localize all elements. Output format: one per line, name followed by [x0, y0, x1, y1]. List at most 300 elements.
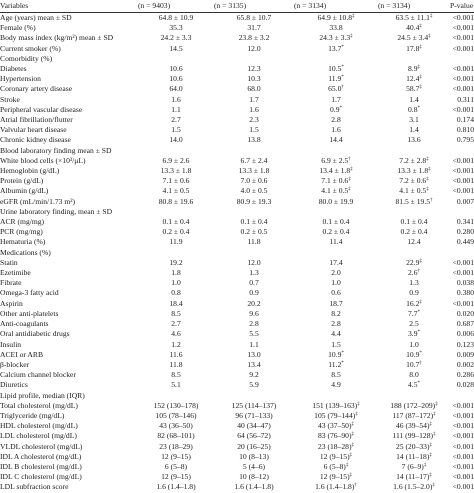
- row-label: β-blocker: [0, 359, 30, 369]
- table-row: [0, 329, 474, 339]
- value-cell: 18.7: [329, 298, 343, 308]
- value-cell: 7.2 ± 2.8‡: [399, 155, 429, 165]
- value-cell: 13.8: [247, 135, 261, 145]
- value-cell: 0.2 ± 0.4: [322, 227, 350, 237]
- p-value-cell: <0.001: [452, 431, 474, 441]
- value-cell: [378, 207, 450, 217]
- p-value-cell: <0.001: [452, 421, 474, 431]
- value-cell: [378, 248, 450, 258]
- value-cell: 4.1 ± 0.5‡: [399, 186, 429, 196]
- significance-marker: ‡: [357, 401, 360, 407]
- value-cell: [138, 391, 214, 401]
- value-cell: 4.9: [331, 380, 341, 390]
- row-label: Urine laboratory finding, mean ± SD: [0, 206, 113, 216]
- row-label: Other anti-platelets: [0, 308, 59, 318]
- value-cell: 2.8: [249, 319, 259, 329]
- value-cell: 1.5: [171, 125, 181, 135]
- value-cell: 24.2 ± 3.3: [160, 33, 192, 43]
- value-cell: [378, 146, 450, 156]
- header-group-3: (n = 3134): [294, 0, 327, 10]
- value-cell: 2.0: [331, 268, 341, 278]
- significance-marker: ‡: [348, 177, 351, 183]
- value-cell: [138, 248, 214, 258]
- value-cell: [294, 54, 378, 64]
- significance-marker: ‡: [419, 258, 422, 264]
- value-cell: 0.2 ± 0.5: [240, 227, 268, 237]
- value-cell: 82 (68–101): [157, 431, 195, 441]
- value-cell: [294, 207, 378, 217]
- value-cell: [378, 54, 450, 64]
- value-cell: 188 (172–209)‡: [390, 400, 438, 410]
- significance-marker: ‡: [348, 187, 351, 193]
- p-value-cell: 0.311: [457, 94, 474, 104]
- p-value-cell: <0.001: [452, 155, 474, 165]
- p-value-cell: [450, 54, 474, 64]
- p-value-cell: <0.001: [452, 104, 474, 114]
- table-row: [0, 370, 474, 380]
- row-label: Lipid profile, median (IQR): [0, 390, 85, 400]
- value-cell: 0.7: [249, 278, 259, 288]
- value-cell: 10.3: [247, 74, 261, 84]
- value-cell: 6 (5–8): [164, 461, 188, 471]
- value-cell: 14.0: [169, 135, 183, 145]
- value-cell: 13.3 ± 1.8: [160, 166, 192, 176]
- significance-marker: *: [417, 309, 420, 315]
- value-cell: 16.2‡: [406, 298, 422, 308]
- value-cell: 14 (11–18)‡: [396, 451, 432, 461]
- row-label: Comorbidity (%): [0, 53, 53, 63]
- p-value-cell: <0.001: [452, 461, 474, 471]
- p-value-cell: <0.001: [452, 64, 474, 74]
- row-label: Hematuria (%): [0, 237, 46, 247]
- row-label: Hemoglobin (g/dL): [0, 166, 60, 176]
- value-cell: 0.2 ± 0.4: [400, 227, 428, 237]
- row-label: Blood laboratory finding mean ± SD: [0, 145, 112, 155]
- value-cell: 151 (139–163)‡: [312, 400, 360, 410]
- value-cell: 10.6: [169, 64, 183, 74]
- value-cell: 13.6: [407, 135, 421, 145]
- significance-marker: ‡: [429, 14, 433, 19]
- p-value-cell: 0.795: [456, 135, 474, 145]
- value-cell: 22.9‡: [406, 257, 422, 267]
- value-cell: [294, 146, 378, 156]
- table-row: [0, 442, 474, 452]
- value-cell: [214, 207, 294, 217]
- p-value-cell: 0.280: [456, 227, 474, 237]
- value-cell: 13.7*: [328, 43, 344, 53]
- value-cell: 8.9‡: [408, 64, 420, 74]
- value-cell: 11.4: [329, 237, 343, 247]
- value-cell: 63.5 ± 11.1‡: [395, 13, 433, 22]
- value-cell: 2.5: [409, 319, 419, 329]
- value-cell: 11.2*: [328, 359, 344, 369]
- value-cell: 24.5 ± 3.4‡: [397, 33, 431, 43]
- table-row: [0, 115, 474, 125]
- value-cell: 0.9: [249, 288, 259, 298]
- significance-marker: ‡: [355, 411, 358, 417]
- significance-marker: ‡: [426, 177, 429, 183]
- value-cell: 11.8: [247, 237, 261, 247]
- table-body: [0, 13, 474, 493]
- value-cell: 5.1: [171, 380, 181, 390]
- value-cell: 8.5: [171, 308, 181, 318]
- significance-marker: *: [417, 105, 420, 111]
- table-row: [0, 44, 474, 54]
- value-cell: 10 (8–13): [239, 451, 269, 461]
- table-row: [0, 380, 474, 390]
- value-cell: 64 (56–72): [237, 431, 271, 441]
- value-cell: 11.9*: [328, 74, 344, 84]
- value-cell: 10.9*: [328, 349, 344, 359]
- p-value-cell: 0.286: [456, 370, 474, 380]
- value-cell: 1.5: [331, 339, 341, 349]
- value-cell: [294, 248, 378, 258]
- value-cell: 19.2: [169, 257, 183, 267]
- value-cell: 18.4: [169, 298, 183, 308]
- row-label: Oral antidiabetic drugs: [0, 329, 70, 339]
- value-cell: 12 (9–15): [161, 472, 191, 482]
- value-cell: 6 (5–8)‡: [323, 461, 349, 471]
- table-row: [0, 33, 474, 43]
- p-value-cell: <0.001: [452, 176, 474, 186]
- significance-marker: ‡: [419, 85, 422, 91]
- row-label: Diabetes: [0, 64, 27, 74]
- significance-marker: ‡: [429, 442, 433, 448]
- value-cell: 12.4: [407, 237, 421, 247]
- value-cell: 152 (130–178): [153, 400, 199, 410]
- value-cell: 10.9*: [406, 349, 422, 359]
- value-cell: 117 (87–172)‡: [392, 410, 436, 420]
- value-cell: 12.0: [247, 257, 261, 267]
- row-label: Fibrate: [0, 278, 22, 288]
- table-header-row: [0, 0, 474, 13]
- significance-marker: ‡: [349, 452, 353, 458]
- significance-marker: †: [430, 197, 433, 203]
- significance-marker: ‡: [349, 473, 353, 479]
- value-cell: 6.9 ± 2.5†: [321, 155, 351, 165]
- value-cell: 5 (4–6): [242, 461, 266, 471]
- value-cell: 20 (16–25): [237, 441, 271, 451]
- value-cell: 2.6†: [408, 268, 420, 278]
- value-cell: 4.4: [331, 329, 341, 339]
- value-cell: 0.8: [171, 288, 181, 298]
- value-cell: 0.6: [331, 288, 341, 298]
- value-cell: 1.1: [171, 104, 181, 114]
- value-cell: 2.8: [331, 115, 341, 125]
- value-cell: 10 (8–12): [239, 472, 269, 482]
- value-cell: 2.3: [249, 115, 259, 125]
- value-cell: 7 (6–9)‡: [401, 461, 427, 471]
- row-label: Ezetimibe: [0, 268, 31, 278]
- value-cell: 80.8 ± 19.6: [158, 196, 194, 206]
- row-label: LDL cholesterol (mg/dL): [0, 431, 77, 441]
- value-cell: 80.0 ± 19.9: [318, 196, 354, 206]
- table-row: [0, 411, 474, 421]
- significance-marker: †: [354, 483, 357, 489]
- value-cell: 4.6: [171, 329, 181, 339]
- value-cell: [214, 391, 294, 401]
- value-cell: 17.8‡: [406, 43, 422, 53]
- value-cell: 8.2: [331, 308, 341, 318]
- table-row: [0, 482, 474, 492]
- value-cell: 2.7: [171, 115, 181, 125]
- value-cell: [138, 146, 214, 156]
- significance-marker: ‡: [433, 411, 436, 417]
- p-value-cell: 0.028: [456, 380, 474, 390]
- section-header-row: [0, 248, 474, 258]
- value-cell: 1.6: [171, 94, 181, 104]
- value-cell: 0.9: [409, 288, 419, 298]
- value-cell: 3.1: [409, 115, 419, 125]
- value-cell: 125 (114–137): [231, 400, 277, 410]
- value-cell: 4.0 ± 0.5: [240, 186, 268, 196]
- value-cell: 1.6 (1.4–1.8): [156, 482, 196, 492]
- p-value-cell: <0.001: [452, 186, 474, 196]
- p-value-cell: <0.001: [452, 268, 474, 278]
- value-cell: 1.8: [171, 268, 181, 278]
- header-group-1: (n = 9403): [138, 0, 171, 10]
- significance-marker: ‡: [419, 24, 422, 30]
- significance-marker: ‡: [350, 34, 353, 40]
- p-value-cell: <0.001: [452, 257, 474, 267]
- value-cell: 111 (99–128)‡: [392, 431, 436, 441]
- value-cell: 1.3: [249, 268, 259, 278]
- value-cell: 65.0†: [328, 84, 344, 94]
- table-row: [0, 462, 474, 472]
- value-cell: 1.3: [409, 278, 419, 288]
- significance-marker: ‡: [419, 44, 422, 50]
- value-cell: 1.6 (1.4–1.8): [234, 482, 274, 492]
- p-value-cell: <0.001: [452, 13, 474, 22]
- value-cell: 58.7‡: [406, 84, 422, 94]
- section-header-row: [0, 391, 474, 401]
- value-cell: 64.8 ± 10.9: [158, 13, 194, 22]
- table-row: [0, 95, 474, 105]
- table-row: [0, 268, 474, 278]
- value-cell: [138, 54, 214, 64]
- value-cell: 10.5*: [328, 64, 344, 74]
- value-cell: 1.6: [249, 104, 259, 114]
- value-cell: 0.1 ± 0.4: [400, 217, 428, 227]
- value-cell: 9.2: [249, 370, 259, 380]
- significance-marker: ‡: [419, 299, 422, 305]
- table-row: [0, 156, 474, 166]
- value-cell: 64.9 ± 10.8‡: [317, 13, 355, 22]
- table-row: [0, 197, 474, 207]
- value-cell: 1.5: [249, 125, 259, 135]
- value-cell: 13.4 ± 1.8‡: [319, 166, 353, 176]
- p-value-cell: 0.341: [456, 217, 474, 227]
- table-row: [0, 64, 474, 74]
- significance-marker: †: [417, 269, 420, 275]
- value-cell: 7.7*: [408, 308, 420, 318]
- table-row: [0, 237, 474, 247]
- row-label: Hypertension: [0, 74, 41, 84]
- value-cell: 23.8 ± 3.2: [238, 33, 270, 43]
- value-cell: 13.3 ± 1.8‡: [397, 166, 431, 176]
- value-cell: 105 (79–144)‡: [314, 410, 358, 420]
- value-cell: 4.5*: [408, 380, 420, 390]
- p-value-cell: <0.001: [452, 43, 474, 53]
- row-label: Insulin: [0, 339, 22, 349]
- significance-marker: †: [348, 156, 351, 162]
- value-cell: 6.7 ± 2.4: [240, 155, 268, 165]
- p-value-cell: 0.123: [456, 339, 474, 349]
- table-row: [0, 166, 474, 176]
- significance-marker: *: [341, 65, 344, 71]
- value-cell: 80.9 ± 19.3: [236, 196, 272, 206]
- significance-marker: *: [419, 350, 422, 356]
- p-value-cell: [450, 207, 474, 217]
- row-label: IDL C cholesterol (mg/dL): [0, 472, 82, 482]
- row-label: Body mass index (kg/m²) mean ± SD: [0, 33, 114, 43]
- value-cell: 7.0 ± 0.6: [240, 176, 268, 186]
- row-label: ACEI or ARB: [0, 349, 44, 359]
- value-cell: 64.0: [169, 84, 183, 94]
- value-cell: 1.2: [171, 339, 181, 349]
- value-cell: 46 (39–54)‡: [395, 421, 433, 431]
- significance-marker: ‡: [433, 432, 436, 438]
- p-value-cell: <0.001: [452, 441, 474, 451]
- table-row: [0, 299, 474, 309]
- table-row: [0, 452, 474, 462]
- p-value-cell: 0.009: [456, 349, 474, 359]
- value-cell: 7.2 ± 0.6‡: [399, 176, 429, 186]
- table-row: [0, 401, 474, 411]
- significance-marker: ‡: [435, 401, 438, 407]
- value-cell: 8.5: [171, 370, 181, 380]
- significance-marker: *: [341, 360, 344, 366]
- row-label: Calcium channel blocker: [0, 370, 76, 380]
- significance-marker: ‡: [429, 422, 433, 428]
- row-label: IDL A cholesterol (mg/dL): [0, 451, 82, 461]
- row-label: PCR (mg/mg): [0, 227, 43, 237]
- value-cell: 12 (9–15): [161, 451, 191, 461]
- significance-marker: ‡: [345, 462, 349, 468]
- significance-marker: ‡: [351, 422, 355, 428]
- significance-marker: *: [341, 44, 344, 50]
- p-value-cell: 0.007: [456, 196, 474, 206]
- table-row: [0, 186, 474, 196]
- value-cell: 43 (37–50)‡: [317, 421, 355, 431]
- value-cell: 0.2 ± 0.4: [162, 227, 190, 237]
- significance-marker: ‡: [432, 483, 435, 489]
- section-header-row: [0, 54, 474, 64]
- value-cell: 14 (11–17)‡: [396, 472, 432, 482]
- value-cell: 0.1 ± 0.4: [240, 217, 268, 227]
- value-cell: 0.1 ± 0.4: [162, 217, 190, 227]
- value-cell: 3.9*: [408, 329, 420, 339]
- p-value-cell: 0.380: [456, 288, 474, 298]
- value-cell: 0.1 ± 0.4: [322, 217, 350, 227]
- value-cell: 40 (34–47): [237, 421, 271, 431]
- row-label: Diuretics: [0, 380, 28, 390]
- value-cell: 24.3 ± 3.3‡: [319, 33, 353, 43]
- significance-marker: *: [339, 105, 342, 111]
- value-cell: 83 (76–90)‡: [317, 431, 355, 441]
- value-cell: 20.2: [247, 298, 261, 308]
- row-label: White blood cells (×10³/μL): [0, 155, 86, 165]
- p-value-cell: <0.001: [452, 298, 474, 308]
- value-cell: 1.0: [171, 278, 181, 288]
- value-cell: [214, 248, 294, 258]
- row-label: Medications (%): [0, 247, 51, 257]
- value-cell: 10.6: [169, 74, 183, 84]
- row-label: Triglyceride (mg/dL): [0, 410, 65, 420]
- value-cell: 1.6: [331, 125, 341, 135]
- value-cell: 4.1 ± 0.5‡: [321, 186, 351, 196]
- value-cell: 1.7: [331, 94, 341, 104]
- p-value-cell: [450, 248, 474, 258]
- significance-marker: *: [417, 330, 420, 336]
- row-label: Albumin (g/dL): [0, 186, 49, 196]
- row-label: Peripheral vascular disease: [0, 104, 83, 114]
- p-value-cell: [450, 391, 474, 401]
- p-value-cell: 0.038: [456, 278, 474, 288]
- significance-marker: ‡: [417, 65, 420, 71]
- row-label: HDL cholesterol (mg/dL): [0, 421, 78, 431]
- value-cell: 9.6: [249, 308, 259, 318]
- table-row: [0, 319, 474, 329]
- row-label: VLDL cholesterol (mg/dL): [0, 441, 83, 451]
- table-row: [0, 135, 474, 145]
- table-row: [0, 258, 474, 268]
- p-value-cell: <0.001: [452, 451, 474, 461]
- value-cell: [294, 391, 378, 401]
- value-cell: 11.6: [169, 349, 183, 359]
- significance-marker: ‡: [428, 167, 431, 173]
- table-row: [0, 217, 474, 227]
- value-cell: 14.5: [169, 43, 183, 53]
- section-header-row: [0, 146, 474, 156]
- value-cell: 1.4: [409, 125, 419, 135]
- significance-marker: *: [417, 381, 420, 387]
- value-cell: 11.8: [169, 359, 183, 369]
- significance-marker: ‡: [429, 452, 432, 458]
- value-cell: 96 (71–133): [235, 410, 273, 420]
- table-row: [0, 84, 474, 94]
- value-cell: 1.1: [249, 339, 259, 349]
- p-value-cell: 0.449: [456, 237, 474, 247]
- table-row: [0, 105, 474, 115]
- value-cell: 12.3: [247, 64, 261, 74]
- value-cell: [378, 391, 450, 401]
- p-value-cell: <0.001: [452, 23, 474, 33]
- header-variables: Variables: [0, 0, 29, 10]
- row-label: Coronary artery disease: [0, 84, 73, 94]
- table-row: [0, 13, 474, 24]
- table-row: [0, 23, 474, 33]
- significance-marker: ‡: [426, 187, 429, 193]
- row-label: Chronic kidney disease: [0, 135, 71, 145]
- table-row: [0, 360, 474, 370]
- value-cell: 1.4: [409, 94, 419, 104]
- p-value-cell: <0.001: [452, 400, 474, 410]
- value-cell: 2.8: [331, 319, 341, 329]
- row-label: eGFR (mL/min/1.73 m²): [0, 196, 76, 206]
- value-cell: 12.4‡: [406, 74, 422, 84]
- row-label: Female (%): [0, 23, 36, 33]
- value-cell: 1.0: [331, 278, 341, 288]
- value-cell: 7.1 ± 0.6‡: [321, 176, 351, 186]
- significance-marker: ‡: [429, 473, 432, 479]
- value-cell: 81.5 ± 19.5†: [395, 196, 433, 206]
- table-row: [0, 340, 474, 350]
- p-value-cell: <0.001: [452, 166, 474, 176]
- value-cell: 8.0: [409, 370, 419, 380]
- value-cell: 0.9*: [330, 104, 342, 114]
- value-cell: 1.6 (1.5–2.0)‡: [393, 482, 435, 492]
